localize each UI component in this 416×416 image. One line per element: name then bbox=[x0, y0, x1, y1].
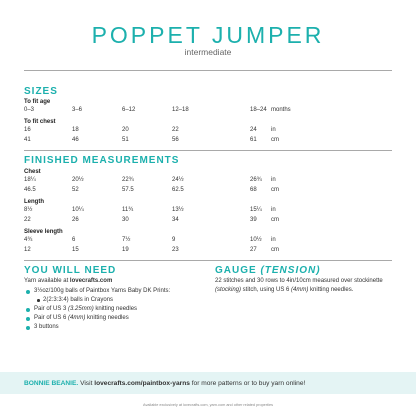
fit-chest-cell: 56 bbox=[172, 137, 179, 143]
length-cell: 26 bbox=[72, 217, 79, 223]
needle-type: knitting needles bbox=[93, 306, 138, 312]
chest-cm-row bbox=[0, 186, 416, 195]
pattern-title: POPPET JUMPER bbox=[91, 22, 325, 48]
chest-unit: in bbox=[271, 177, 276, 183]
sleeve-unit: cm bbox=[271, 247, 279, 253]
skill-level: intermediate bbox=[184, 47, 232, 57]
chest-in-row bbox=[0, 176, 416, 185]
gauge-text-d: (4mm) bbox=[291, 287, 309, 293]
age-label: To fit age bbox=[24, 99, 51, 105]
length-unit: in bbox=[271, 207, 276, 213]
needle-size-mm: (4mm) bbox=[68, 315, 86, 321]
tension-title: (TENSION) bbox=[260, 265, 321, 276]
chest-cell: 57.5 bbox=[122, 187, 134, 193]
gauge-text-b: (stocking) bbox=[215, 287, 242, 293]
footer-note: Available exclusively at lovecrafts.com, yarn.com and other related properties bbox=[143, 403, 273, 407]
needle-item-small bbox=[34, 305, 137, 314]
divider bbox=[24, 70, 392, 71]
chest-cell: 68 bbox=[250, 187, 257, 193]
gauge-title: GAUGE bbox=[215, 265, 257, 276]
sleeve-cell: 23 bbox=[172, 247, 179, 253]
fit-chest-cell: 24 bbox=[250, 127, 257, 133]
sleeve-cell: 10½ bbox=[250, 237, 262, 243]
length-cell: 15¼ bbox=[250, 207, 262, 213]
sub-bullet-icon bbox=[37, 299, 40, 302]
sizes-heading: SIZES bbox=[24, 86, 58, 97]
sleeve-cell: 9 bbox=[172, 237, 176, 243]
fit-chest-cell: 41 bbox=[24, 137, 31, 143]
sleeve-cell: 15 bbox=[72, 247, 79, 253]
fit-chest-cell: 20 bbox=[122, 127, 129, 133]
chest-cell: 62.5 bbox=[172, 187, 184, 193]
needle-size-us: Pair of US 6 bbox=[34, 315, 69, 321]
yarn-availability bbox=[24, 277, 112, 286]
length-cell: 13½ bbox=[172, 207, 184, 213]
needle-size-mm: (3.25mm) bbox=[68, 306, 94, 312]
sleeve-cell: 19 bbox=[122, 247, 129, 253]
age-cell: 3–6 bbox=[72, 107, 83, 113]
fit-chest-label: To fit chest bbox=[24, 119, 56, 125]
gauge-text-a: 22 stitches and 30 rows to 4in/10cm measured over stockinette bbox=[215, 278, 383, 284]
fit-chest-cell: 16 bbox=[24, 127, 31, 133]
yarn-intro: Yarn available at bbox=[24, 278, 70, 284]
length-cell: 8½ bbox=[24, 207, 33, 213]
fit-chest-unit: cm bbox=[271, 137, 279, 143]
age-row bbox=[0, 106, 416, 115]
sleeve-cm-row bbox=[0, 246, 416, 255]
length-cell: 11¾ bbox=[122, 207, 134, 213]
fit-chest-cell: 18 bbox=[72, 127, 79, 133]
brand-name: BONNIE BEANIE. bbox=[24, 380, 79, 387]
fit-chest-cm-row bbox=[0, 136, 416, 145]
age-cell: 6–12 bbox=[122, 107, 136, 113]
sleeve-length-label: Sleeve length bbox=[24, 229, 63, 235]
sleeve-cell: 4¾ bbox=[24, 237, 33, 243]
buttons-item: 3 buttons bbox=[34, 324, 59, 330]
gauge-text-e: knitting needles. bbox=[308, 287, 354, 293]
chest-cell: 24½ bbox=[172, 177, 184, 183]
needle-type: knitting needles bbox=[85, 315, 129, 321]
chest-cell: 18¼ bbox=[24, 177, 36, 183]
sleeve-cell: 7½ bbox=[122, 237, 131, 243]
bullet-icon bbox=[26, 290, 30, 294]
length-unit: cm bbox=[271, 217, 279, 223]
sleeve-cell: 6 bbox=[72, 237, 76, 243]
yarn-item: 3½oz/100g balls of Paintbox Yarns Baby DK Prints: bbox=[34, 288, 171, 294]
gauge-text-c: stitch, using US 6 bbox=[241, 287, 292, 293]
chest-unit: cm bbox=[271, 187, 279, 193]
promo-banner bbox=[0, 372, 416, 394]
paintbox-link[interactable]: lovecrafts.com/paintbox-yarns bbox=[94, 380, 190, 387]
yarn-quantity: 2(2:3:3:4) balls in Crayons bbox=[43, 297, 114, 303]
age-cell: 18–24 bbox=[250, 107, 267, 113]
chest-label: Chest bbox=[24, 169, 41, 175]
fit-chest-cell: 46 bbox=[72, 137, 79, 143]
age-cell: 12–18 bbox=[172, 107, 189, 113]
divider bbox=[24, 150, 392, 151]
you-will-need-heading: YOU WILL NEED bbox=[24, 265, 117, 276]
chest-cell: 52 bbox=[72, 187, 79, 193]
age-unit: months bbox=[271, 107, 291, 113]
needle-size-us: Pair of US 3 bbox=[34, 306, 69, 312]
gauge-heading bbox=[215, 265, 321, 277]
length-cell: 22 bbox=[24, 217, 31, 223]
bullet-icon bbox=[26, 326, 30, 330]
chest-cell: 46.5 bbox=[24, 187, 36, 193]
length-in-row bbox=[0, 206, 416, 215]
fit-chest-cell: 61 bbox=[250, 137, 257, 143]
chest-cell: 20½ bbox=[72, 177, 84, 183]
promo-text-a: Visit bbox=[78, 380, 95, 387]
sleeve-in-row bbox=[0, 236, 416, 245]
length-cell: 34 bbox=[172, 217, 179, 223]
sleeve-cell: 27 bbox=[250, 247, 257, 253]
chest-cell: 22¾ bbox=[122, 177, 134, 183]
length-cell: 39 bbox=[250, 217, 257, 223]
age-cell: 0–3 bbox=[24, 107, 35, 113]
finished-measurements-heading: FINISHED MEASUREMENTS bbox=[24, 155, 180, 166]
needle-item-large bbox=[34, 314, 129, 323]
promo-text bbox=[24, 379, 305, 388]
promo-text-b: for more patterns or to buy yarn online! bbox=[189, 380, 306, 387]
bullet-icon bbox=[26, 317, 30, 321]
sleeve-unit: in bbox=[271, 237, 276, 243]
length-cell: 10¼ bbox=[72, 207, 84, 213]
chest-cell: 26¾ bbox=[250, 177, 262, 183]
fit-chest-cell: 51 bbox=[122, 137, 129, 143]
length-cell: 30 bbox=[122, 217, 129, 223]
bullet-icon bbox=[26, 308, 30, 312]
fit-chest-cell: 22 bbox=[172, 127, 179, 133]
gauge-text bbox=[215, 277, 395, 295]
length-label: Length bbox=[24, 199, 44, 205]
lovecrafts-link[interactable]: lovecrafts.com bbox=[69, 278, 113, 284]
divider bbox=[24, 260, 392, 261]
sleeve-cell: 12 bbox=[24, 247, 31, 253]
fit-chest-unit: in bbox=[271, 127, 276, 133]
length-cm-row bbox=[0, 216, 416, 225]
fit-chest-in-row bbox=[0, 126, 416, 135]
